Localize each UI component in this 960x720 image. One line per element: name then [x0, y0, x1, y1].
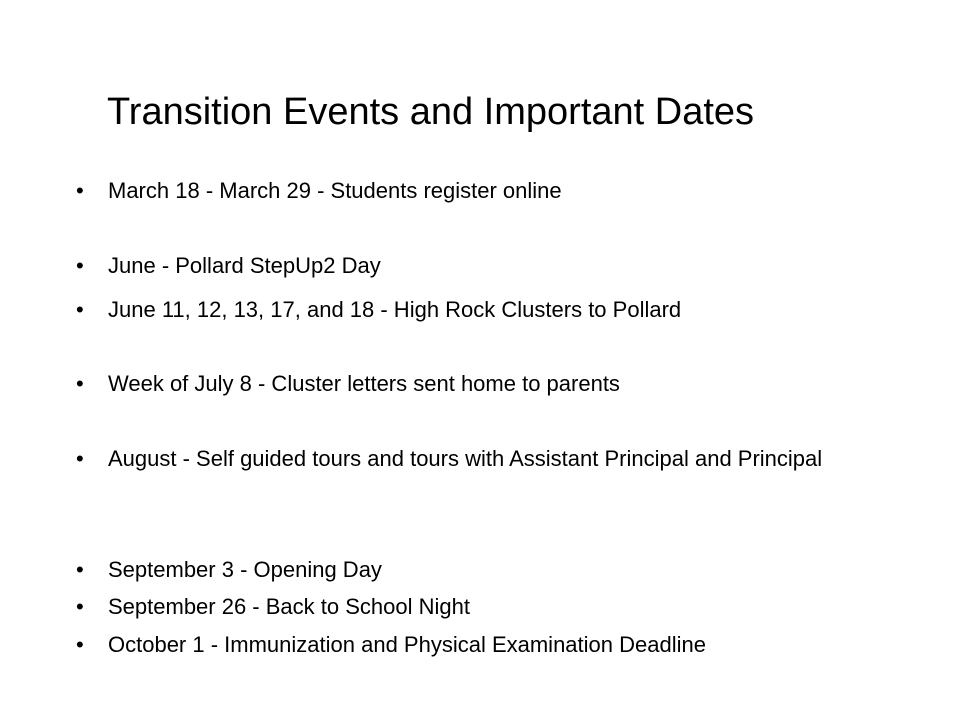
list-item-text: March 18 - March 29 - Students register online	[108, 178, 562, 203]
list-item	[76, 632, 916, 658]
list-item	[76, 594, 916, 620]
bullet-icon: •	[76, 253, 84, 278]
slide-title: Transition Events and Important Dates	[107, 91, 755, 133]
bullet-icon: •	[76, 178, 84, 203]
bullet-icon: •	[76, 594, 84, 619]
list-item-text: August - Self guided tours and tours with Assistant Principal and Principal	[108, 446, 823, 471]
list-item-text: October 1 - Immunization and Physical Examination Deadline	[108, 632, 706, 657]
bullet-icon: •	[76, 297, 84, 322]
list-item-text: June 11, 12, 13, 17, and 18 - High Rock Clusters to Pollard	[108, 297, 682, 322]
bullet-icon: •	[76, 632, 84, 657]
list-item-text: Week of July 8 - Cluster letters sent home to parents	[108, 371, 620, 396]
list-item	[76, 297, 916, 323]
bullet-icon: •	[76, 557, 84, 582]
bullet-icon: •	[76, 371, 84, 396]
list-item	[76, 446, 916, 472]
list-item	[76, 557, 916, 583]
list-item	[76, 178, 916, 204]
list-item-text: September 26 - Back to School Night	[108, 594, 470, 619]
list-item-text: June - Pollard StepUp2 Day	[108, 253, 381, 278]
list-item	[76, 253, 916, 279]
list-item-text: September 3 - Opening Day	[108, 557, 382, 582]
bullet-icon: •	[76, 446, 84, 471]
list-item	[76, 371, 916, 397]
